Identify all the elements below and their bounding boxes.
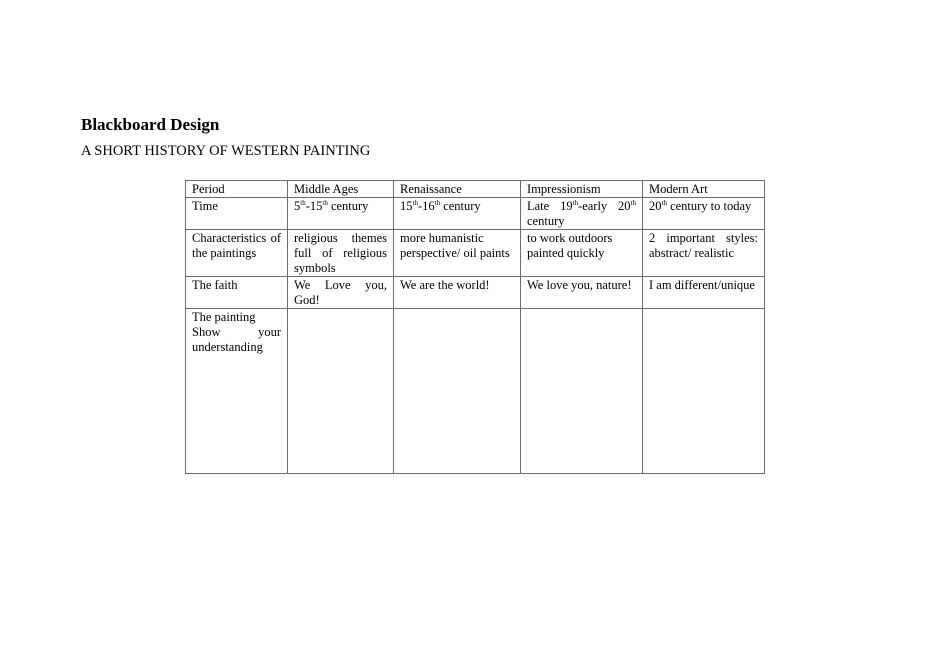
row-label-faith: The faith <box>186 277 288 309</box>
table-row-painting <box>186 309 765 474</box>
header-cell-period: Period <box>186 181 288 198</box>
table-row-faith <box>186 277 765 309</box>
faith-cell-renaissance: We are the world! <box>394 277 521 309</box>
table-row-characteristics <box>186 230 765 277</box>
header-cell-middle-ages: Middle Ages <box>288 181 394 198</box>
painting-cell-renaissance <box>394 309 521 474</box>
table-row-header <box>186 181 765 198</box>
header-cell-modern-art: Modern Art <box>643 181 765 198</box>
characteristics-cell-renaissance <box>394 230 521 277</box>
header-cell-renaissance: Renaissance <box>394 181 521 198</box>
table-row-time <box>186 198 765 230</box>
characteristics-cell-impressionism <box>521 230 643 277</box>
characteristics-impressionism-line2: painted quickly <box>527 246 605 260</box>
header-cell-impressionism: Impressionism <box>521 181 643 198</box>
page-title: Blackboard Design <box>81 115 220 134</box>
painting-label-line2: Show your understanding <box>192 325 281 354</box>
characteristics-cell-modern-art: 2 important styles: abstract/ realistic <box>643 230 765 277</box>
row-label-painting <box>186 309 288 474</box>
time-cell-modern-art: 20th century to today <box>643 198 765 230</box>
time-cell-impressionism: Late 19th-early 20th century <box>521 198 643 230</box>
faith-cell-impressionism: We love you, nature! <box>521 277 643 309</box>
row-label-time: Time <box>186 198 288 230</box>
characteristics-impressionism-line1: to work outdoors <box>527 231 613 245</box>
painting-cell-impressionism <box>521 309 643 474</box>
row-label-characteristics: Characteristics of the paintings <box>186 230 288 277</box>
characteristics-renaissance-line1: more humanistic <box>400 231 484 245</box>
time-cell-middle-ages: 5th-15th century <box>288 198 394 230</box>
faith-cell-modern-art: I am different/unique <box>643 277 765 309</box>
painting-label-line1: The painting <box>192 310 256 324</box>
faith-cell-middle-ages: We Love you, God! <box>288 277 394 309</box>
painting-cell-modern-art <box>643 309 765 474</box>
characteristics-cell-middle-ages: religious themes full of religious symbols <box>288 230 394 277</box>
history-table <box>185 180 765 474</box>
painting-cell-middle-ages <box>288 309 394 474</box>
page-subtitle: A SHORT HISTORY OF WESTERN PAINTING <box>81 143 371 159</box>
characteristics-renaissance-line2: perspective/ oil paints <box>400 246 510 260</box>
time-cell-renaissance: 15th-16th century <box>394 198 521 230</box>
